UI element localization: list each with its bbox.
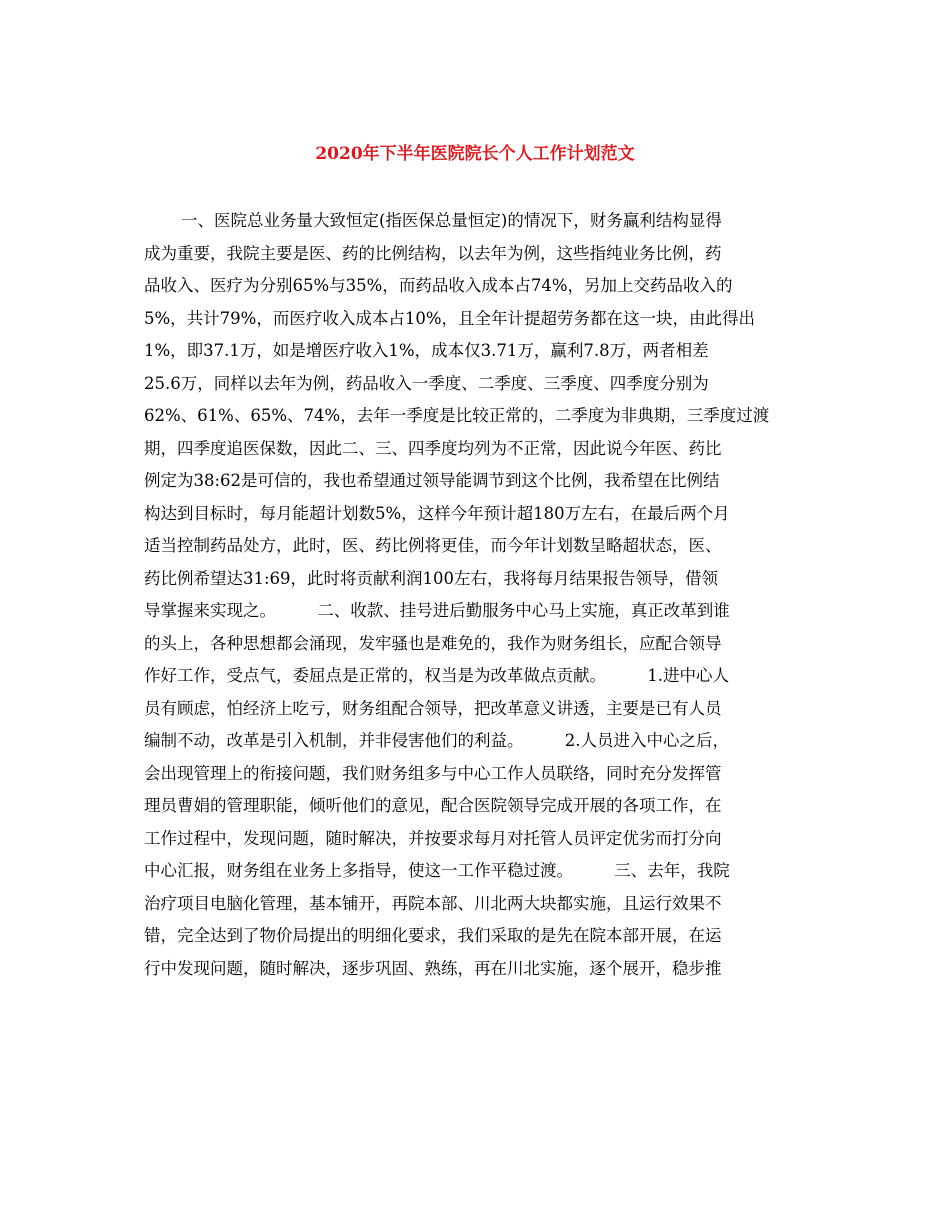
- text-line: 期，四季度追医保数，因此二、三、四季度均列为不正常，因此说今年医、药比: [144, 438, 722, 458]
- text-line: 62%、61%、65%、74%，去年一季度是比较正常的，二季度为非典期，三季度过渡: [144, 406, 770, 425]
- text-line: 中心汇报，财务组在业务上多指导，使这一工作平稳过渡。 三、去年，我院: [144, 861, 730, 880]
- text-line: 的头上，各种思想都会涌现，发牢骚也是难免的，我作为财务组长，应配合领导: [144, 633, 722, 653]
- text-line: 治疗项目电脑化管理，基本铺开，再院本部、川北两大块都实施，且运行效果不: [144, 893, 722, 913]
- text-line: 5%，共计79%，而医疗收入成本占10%，且全年计提超劳务都在这一块，由此得出: [144, 308, 756, 328]
- text-line: 工作过程中，发现问题，随时解决，并按要求每月对托管人员评定优劣而打分向: [144, 828, 722, 848]
- text-line: 会出现管理上的衔接问题，我们财务组多与中心工作人员联络，同时充分发挥管: [144, 763, 722, 783]
- text-line: 作好工作，受点气，委屈点是正常的，权当是为改革做点贡献。 1.进中心人: [144, 666, 729, 685]
- text-line: 行中发现问题，随时解决，逐步巩固、熟练，再在川北实施，逐个展开，稳步推: [144, 958, 722, 978]
- text-line: 理员曹娟的管理职能，倾听他们的意见，配合医院领导完成开展的各项工作，在: [144, 796, 722, 815]
- text-line: 构达到目标时，每月能超计划数5%，这样今年预计超180万左右，在最后两个月: [144, 503, 730, 523]
- text-line: 药比例希望达31:69，此时将贡献利润100左右，我将每月结果报告领导，借领: [144, 568, 719, 588]
- text-line: 错，完全达到了物价局提出的明细化要求，我们采取的是先在院本部开展，在运: [144, 926, 722, 945]
- text-line: 品收入、医疗为分别65%与35%，而药品收入成本占74%，另加上交药品收入的: [144, 276, 733, 295]
- text-line: 适当控制药品处方，此时，医、药比例将更佳，而今年计划数呈略超状态，医、: [144, 536, 722, 555]
- text-line: 员有顾虑，怕经济上吃亏，财务组配合领导，把改革意义讲透，主要是已有人员: [144, 698, 722, 718]
- document-body: [144, 205, 809, 985]
- text-line: 例定为38:62是可信的，我也希望通过领导能调节到这个比例，我希望在比例结: [144, 471, 720, 490]
- text-line: 25.6万，同样以去年为例，药品收入一季度、二季度、三季度、四季度分别为: [144, 373, 709, 393]
- text-line: 1%，即37.1万，如是增医疗收入1%，成本仅3.71万，赢利7.8万，两者相差: [144, 341, 709, 360]
- text-line: 成为重要，我院主要是医、药的比例结构，以去年为例，这些指纯业务比例，药: [144, 243, 722, 263]
- text-line: 一、医院总业务量大致恒定(指医保总量恒定)的情况下，财务赢利结构显得: [181, 211, 722, 230]
- text-line: 导掌握来实现之。 二、收款、挂号进后勤服务中心马上实施，真正改革到谁: [144, 601, 730, 620]
- text-line: 编制不动，改革是引入机制，并非侵害他们的利益。 2.人员进入中心之后，: [144, 731, 729, 750]
- document-title: 2020年下半年医院院长个人工作计划范文: [315, 144, 635, 164]
